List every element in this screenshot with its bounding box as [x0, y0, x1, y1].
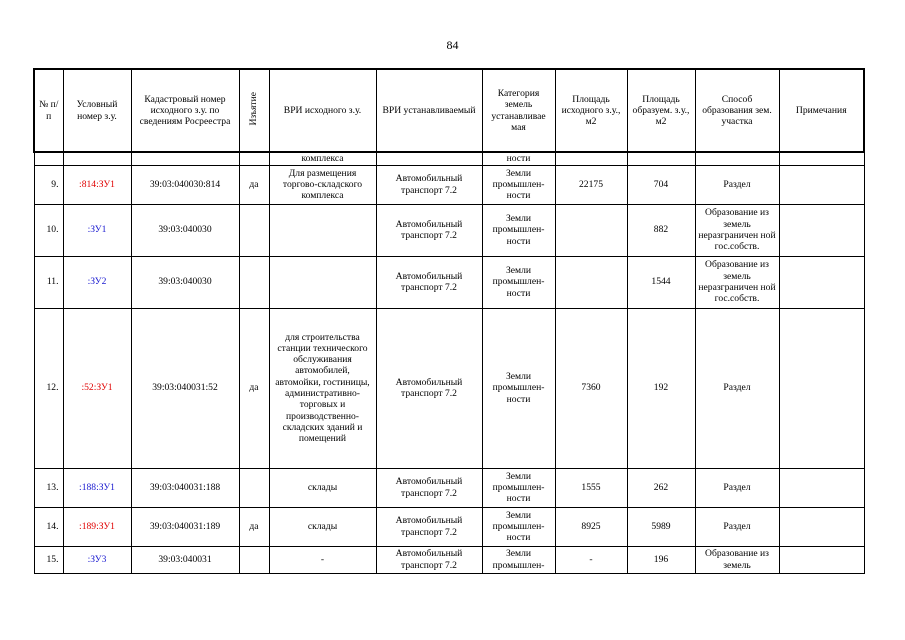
header-vri-new: ВРИ устанавливаемый: [376, 69, 482, 152]
cell-area-src: 8925: [555, 507, 627, 546]
cell-method: [695, 152, 779, 165]
cell-area-src: 1555: [555, 468, 627, 507]
cell-vri-new: Автомобильный транспорт 7.2: [376, 165, 482, 204]
cell-cadastral: 39:03:040031: [131, 546, 239, 573]
cell-area-new: 196: [627, 546, 695, 573]
cell-category: Земли промышлен-ности: [482, 256, 555, 308]
cell-code: :ЗУ3: [63, 546, 131, 573]
cell-vri-new: Автомобильный транспорт 7.2: [376, 546, 482, 573]
table-body: [34, 152, 864, 573]
cell-area-src: 22175: [555, 165, 627, 204]
cell-method: Раздел: [695, 468, 779, 507]
cell-seizure: [239, 152, 269, 165]
cell-area-src: [555, 152, 627, 165]
cell-category: Земли промышлен-ности: [482, 308, 555, 468]
cell-code: :ЗУ1: [63, 204, 131, 256]
cell-notes: [779, 256, 864, 308]
cell-code: :188:ЗУ1: [63, 468, 131, 507]
header-area-new: Площадь образуем. з.у., м2: [627, 69, 695, 152]
header-category: Категория земель устанавливае мая: [482, 69, 555, 152]
cell-area-src: [555, 256, 627, 308]
cell-code: :814:ЗУ1: [63, 165, 131, 204]
cell-vri-new: [376, 152, 482, 165]
cell-seizure: [239, 256, 269, 308]
land-parcel-table: [33, 68, 865, 574]
cell-notes: [779, 507, 864, 546]
table-row: [34, 165, 864, 204]
header-cadastral: Кадастровый номер исходного з.у. по сведениям Росреестра: [131, 69, 239, 152]
cell-area-new: 1544: [627, 256, 695, 308]
cell-area-src: [555, 204, 627, 256]
cell-seizure: да: [239, 308, 269, 468]
cell-area-src: 7360: [555, 308, 627, 468]
cell-code: :52:ЗУ1: [63, 308, 131, 468]
table-row: [34, 468, 864, 507]
cell-method: Раздел: [695, 165, 779, 204]
table-row: [34, 204, 864, 256]
header-code: Условный номер з.у.: [63, 69, 131, 152]
header-num: № п/п: [34, 69, 63, 152]
table-row: [34, 152, 864, 165]
cell-category: Земли промышлен-ности: [482, 507, 555, 546]
cell-vri-new: Автомобильный транспорт 7.2: [376, 507, 482, 546]
cell-vri-src: [269, 204, 376, 256]
cell-seizure: [239, 546, 269, 573]
cell-code: [63, 152, 131, 165]
cell-num: 14.: [34, 507, 63, 546]
cell-notes: [779, 204, 864, 256]
cell-area-new: 262: [627, 468, 695, 507]
cell-vri-src: склады: [269, 507, 376, 546]
cell-notes: [779, 165, 864, 204]
header-notes: Примечания: [779, 69, 864, 152]
cell-notes: [779, 546, 864, 573]
cell-category: Земли промышлен-ности: [482, 468, 555, 507]
cell-vri-src: [269, 256, 376, 308]
cell-method: Раздел: [695, 308, 779, 468]
cell-seizure: [239, 204, 269, 256]
cell-num: [34, 152, 63, 165]
cell-category: Земли промышлен-ности: [482, 165, 555, 204]
cell-num: 13.: [34, 468, 63, 507]
cell-seizure: да: [239, 165, 269, 204]
table-row: [34, 546, 864, 573]
cell-method: Раздел: [695, 507, 779, 546]
page-number: 84: [446, 38, 459, 52]
cell-category: ности: [482, 152, 555, 165]
cell-notes: [779, 152, 864, 165]
cell-num: 9.: [34, 165, 63, 204]
cell-method: Образование из земель неразграничен ной гос.собств.: [695, 256, 779, 308]
cell-vri-src: -: [269, 546, 376, 573]
cell-vri-new: Автомобильный транспорт 7.2: [376, 204, 482, 256]
table-row: [34, 507, 864, 546]
header-area-src: Площадь исходного з.у., м2: [555, 69, 627, 152]
cell-vri-src: для строительства станции технического обслуживания автомобилей, автомойки, гостиницы, административно-торговых и производственно-складских зданий и помещений: [269, 308, 376, 468]
cell-cadastral: 39:03:040031:189: [131, 507, 239, 546]
cell-area-new: [627, 152, 695, 165]
cell-method: Образование из земель: [695, 546, 779, 573]
cell-seizure: [239, 468, 269, 507]
cell-category: Земли промышлен-ности: [482, 204, 555, 256]
cell-area-new: 5989: [627, 507, 695, 546]
cell-vri-src: склады: [269, 468, 376, 507]
cell-vri-new: Автомобильный транспорт 7.2: [376, 308, 482, 468]
cell-cadastral: 39:03:040030:814: [131, 165, 239, 204]
cell-num: 12.: [34, 308, 63, 468]
cell-method: Образование из земель неразграничен ной гос.собств.: [695, 204, 779, 256]
cell-cadastral: [131, 152, 239, 165]
cell-seizure: да: [239, 507, 269, 546]
header-seizure-label: Изъятие: [248, 92, 260, 126]
header-vri-src: ВРИ исходного з.у.: [269, 69, 376, 152]
header-method: Способ образования зем. участка: [695, 69, 779, 152]
cell-cadastral: 39:03:040030: [131, 204, 239, 256]
table-row: [34, 256, 864, 308]
cell-area-src: -: [555, 546, 627, 573]
cell-num: 15.: [34, 546, 63, 573]
cell-vri-new: Автомобильный транспорт 7.2: [376, 468, 482, 507]
cell-area-new: 192: [627, 308, 695, 468]
header-seizure: [239, 69, 269, 152]
cell-cadastral: 39:03:040030: [131, 256, 239, 308]
cell-notes: [779, 468, 864, 507]
cell-cadastral: 39:03:040031:52: [131, 308, 239, 468]
cell-area-new: 882: [627, 204, 695, 256]
cell-area-new: 704: [627, 165, 695, 204]
table-row: [34, 308, 864, 468]
cell-code: :189:ЗУ1: [63, 507, 131, 546]
cell-vri-src: Для размещения торгово-складского комплекса: [269, 165, 376, 204]
cell-category: Земли промышлен-: [482, 546, 555, 573]
table-header-row: [34, 69, 864, 152]
cell-vri-new: Автомобильный транспорт 7.2: [376, 256, 482, 308]
cell-cadastral: 39:03:040031:188: [131, 468, 239, 507]
cell-vri-src: комплекса: [269, 152, 376, 165]
cell-num: 10.: [34, 204, 63, 256]
cell-num: 11.: [34, 256, 63, 308]
cell-code: :ЗУ2: [63, 256, 131, 308]
cell-notes: [779, 308, 864, 468]
